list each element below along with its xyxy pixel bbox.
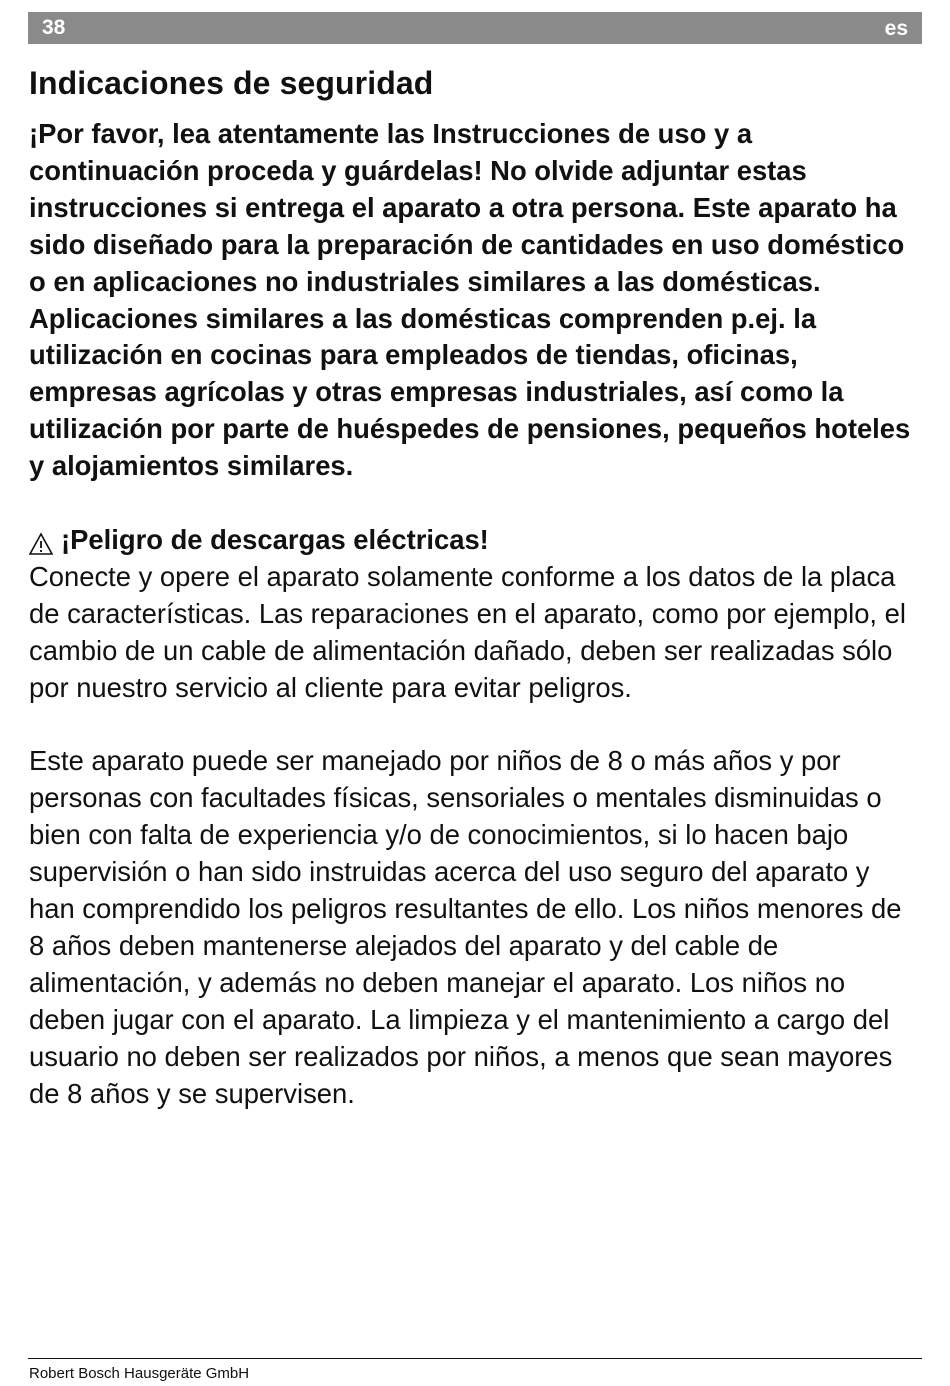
page-title: Indicaciones de seguridad [29,65,434,101]
footer-divider [28,1358,922,1359]
footer-company: Robert Bosch Hausgeräte GmbH [29,1365,250,1382]
header-bar [28,12,922,44]
intro-paragraph: ¡Por favor, lea atentamente las Instrucciones de uso y a continuación proceda y guárdelas! No olvide adjuntar estas instrucciones si entrega el aparato a otra persona. Este aparato ha sido diseñado para la preparación de cantidades en uso doméstico o en aplicaciones no industriales similares a las domésticas. Aplicaciones similares a las domésticas comprenden p.ej. la utilización en cocinas para empleados de tiendas, oficinas, empresas agrícolas y otras empresas industriales, así como la utilización por parte de huéspedes de pensiones, pequeños hoteles y alojamientos similares. [29,118,911,482]
warning-heading-row [29,522,919,559]
language-code: es [884,17,908,40]
warning-triangle-icon [29,529,53,553]
warning-text: Conecte y opere el aparato solamente conforme a los datos de la placa de características. Las reparaciones en el aparato, como por ejemplo, el cambio de un cable de alimentación dañado, deben ser realizadas sólo por nuestro servicio al cliente para evitar peligros. [29,560,906,703]
children-paragraph: Este aparato puede ser manejado por niños de 8 o más años y por personas con facultades físicas, sensoriales o mentales disminuidas o bien con falta de experiencia y/o de conocimientos, si lo hacen bajo supervisión o han sido instruidas acerca del uso seguro del aparato y han comprendido los peligros resultantes de ello. Los niños menores de 8 años deben mantenerse alejados del aparato y del cable de alimentación, y además no deben manejar el aparato. Los niños no deben jugar con el aparato. La limpieza y el mantenimiento a cargo del usuario no deben ser realizados por niños, a menos que sean mayores de 8 años y se supervisen. [29,745,902,1109]
page-content [29,62,919,1113]
page-number: 38 [42,16,66,39]
warning-heading: ¡Peligro de descargas eléctricas! [61,524,489,556]
